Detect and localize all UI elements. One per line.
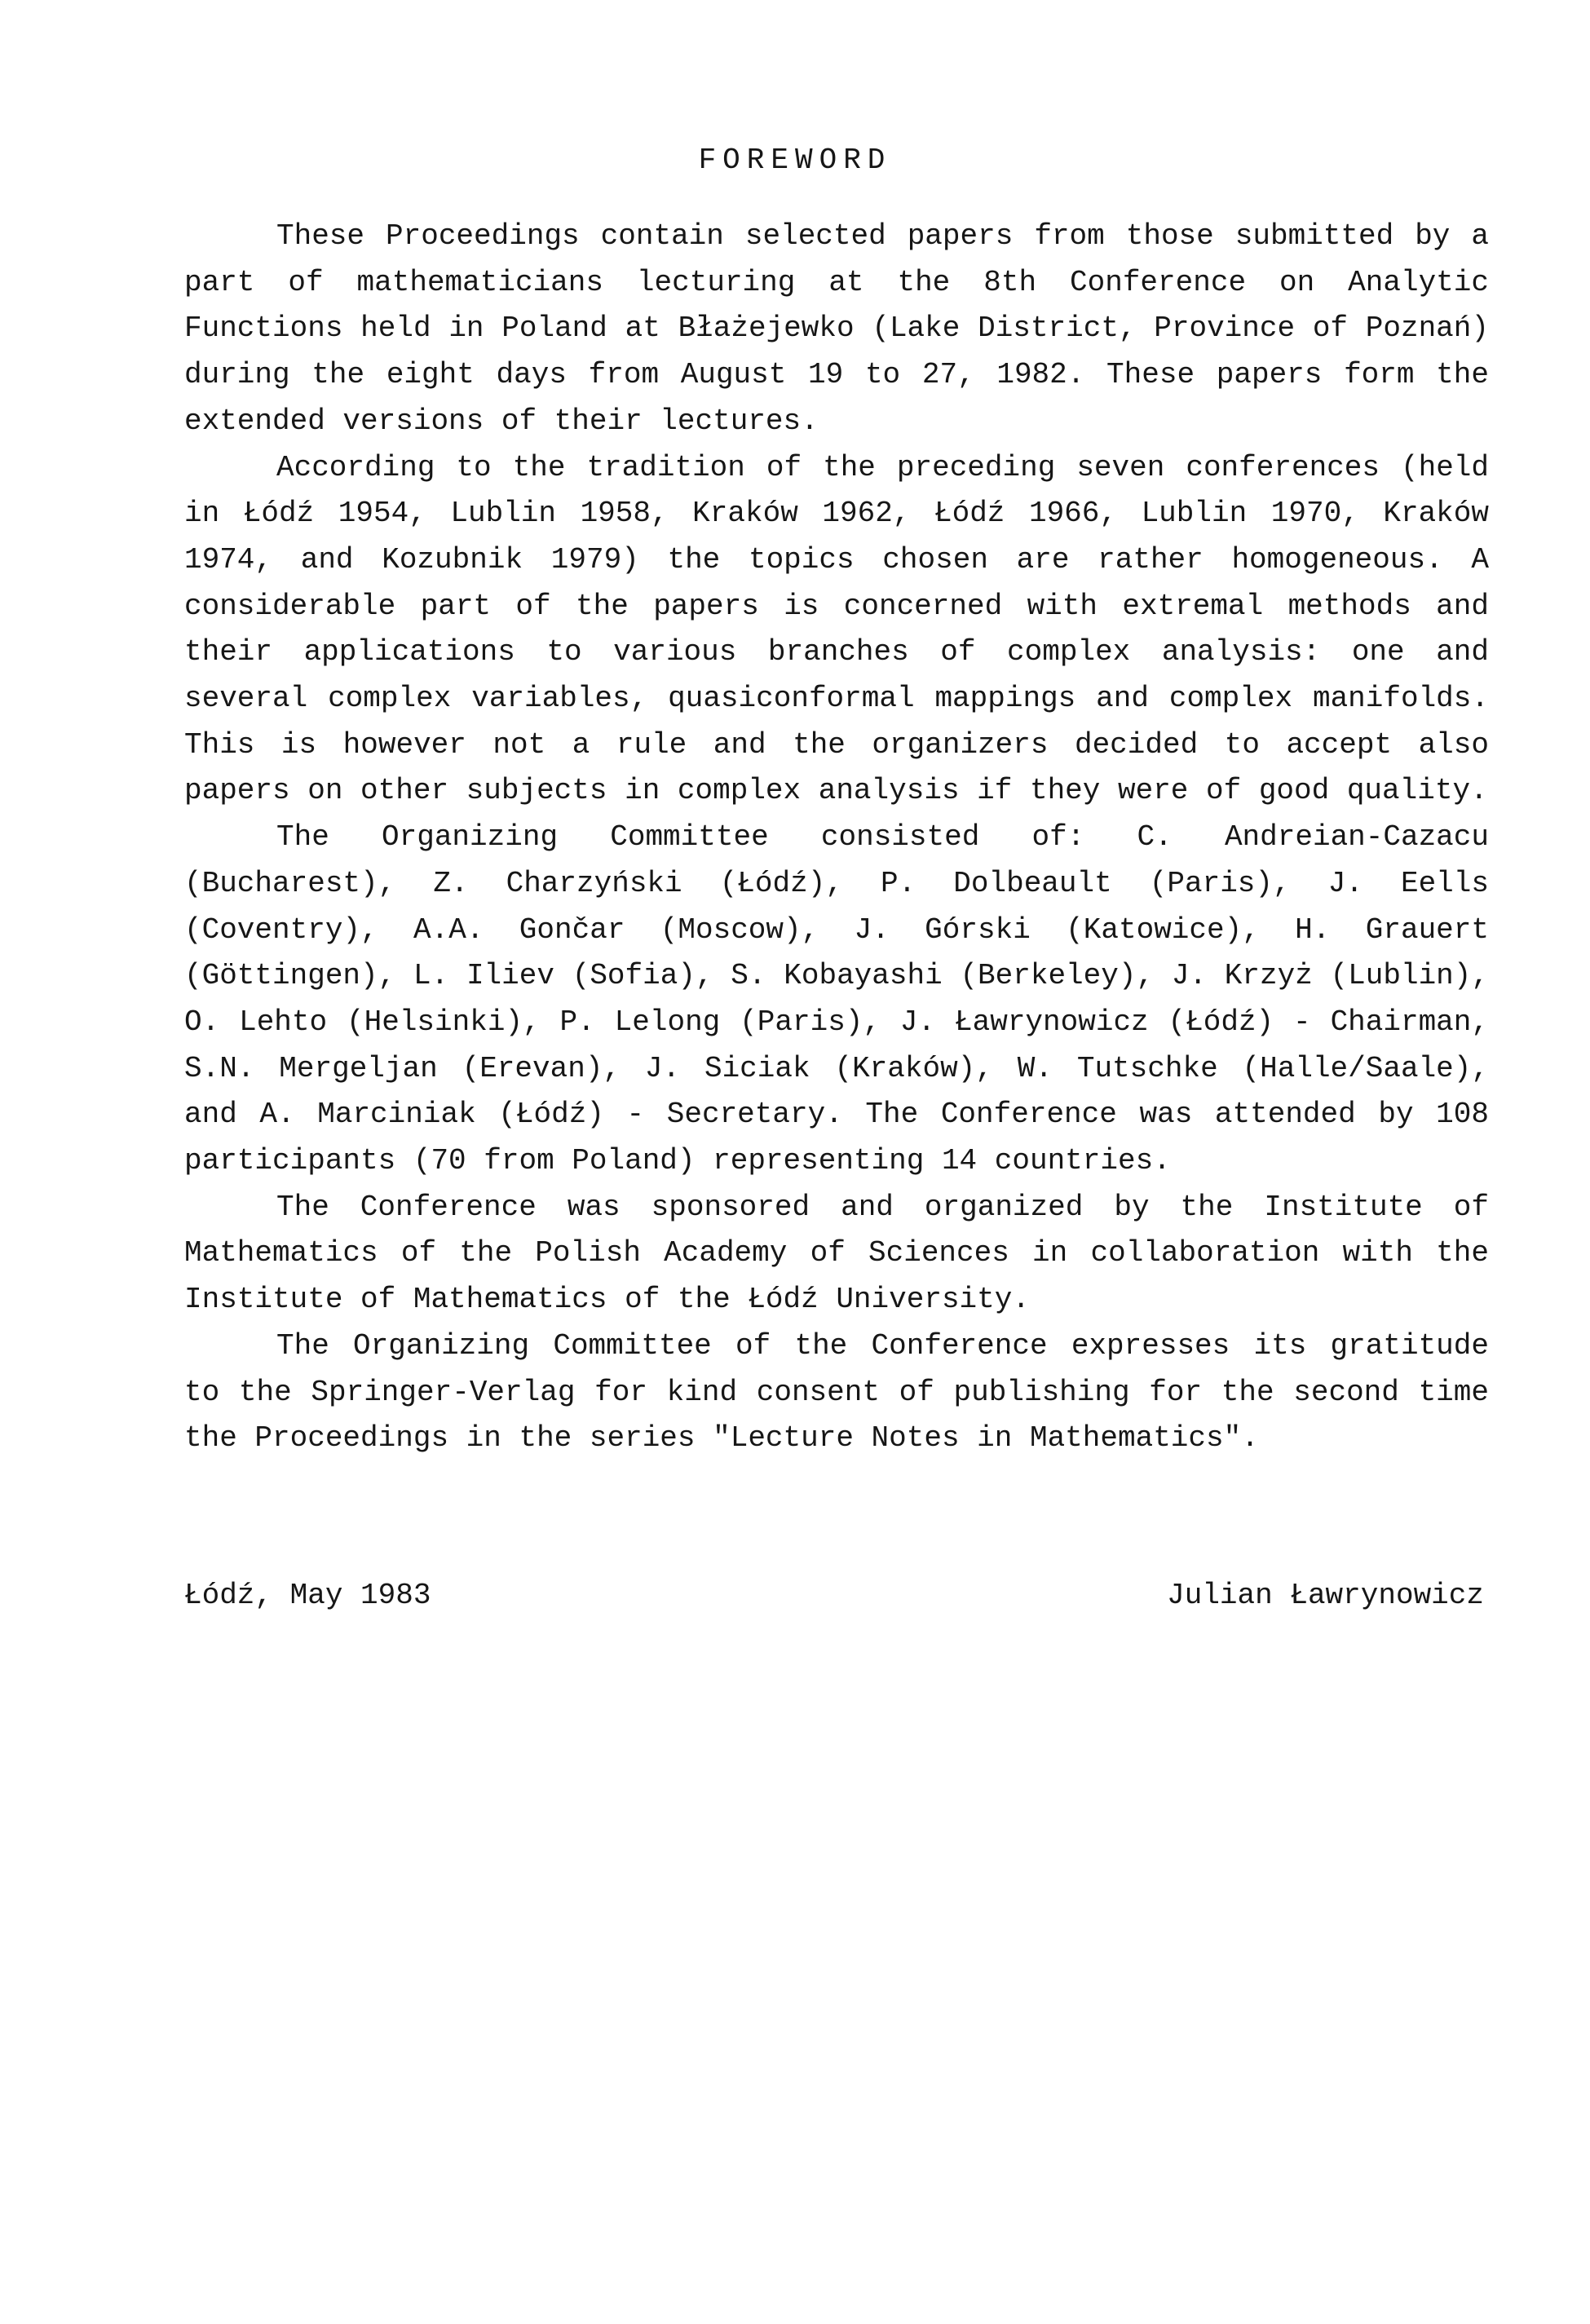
page-title: FOREWORD [698,144,892,177]
author-signature: Julian Ławrynowicz [1167,1579,1484,1612]
paragraph-committee: The Organizing Committee consisted of: C. Andreian-Cazacu (Bucharest), Z. Charzyński (Łódź), P. Dolbeault (Paris), J. Eells (Coventry), A.A. Gončar (Moscow), J. Górski (Katowice), H. Grauert (Göttingen), L. Iliev (Sofia), S. Kobayashi (Berkeley), J. Krzyż (Lublin), O. Lehto (Helsinki), P. Lelong (Paris), J. Ławrynowicz (Łódź) - Chairman, S.N. Mergeljan (Erevan), J. Siciak (Kraków), W. Tutschke (Halle/Saale), and A. Marciniak (Łódź) - Secretary. The Conference was attended by 108 participants (70 from Poland) representing 14 countries. [184,820,1489,1178]
foreword-body [184,214,1489,1462]
paragraph-gratitude: The Organizing Committee of the Conference expresses its gratitude to the Springer-Verlag for kind consent of publishing for the second time the Proceedings in the series "Lecture Notes in Mathematics". [184,1328,1489,1456]
paragraph-intro: These Proceedings contain selected papers from those submitted by a part of mathematicians lecturing at the 8th Conference on Analytic Functions held in Poland at Błażejewko (Lake District, Province of Poznań) during the eight days from August 19 to 27, 1982. These papers form the extended versions of their lectures. [184,219,1489,438]
paragraph-sponsorship: The Conference was sponsored and organized by the Institute of Mathematics of the Polish Academy of Sciences in collaboration with the Institute of Mathematics of the Łódź University. [184,1190,1489,1317]
place-and-date: Łódź, May 1983 [184,1579,431,1612]
paragraph-tradition: According to the tradition of the preceding seven conferences (held in Łódź 1954, Lublin 1958, Kraków 1962, Łódź 1966, Lublin 1970, Kraków 1974, and Kozubnik 1979) the topics chosen are rather homogeneous. A considerable part of the papers is concerned with extremal methods and their applications to various branches of complex analysis: one and several complex variables, quasiconformal mappings and complex manifolds. This is however not a rule and the organizers decided to accept also papers on other subjects in complex analysis if they were of good quality. [184,450,1489,808]
